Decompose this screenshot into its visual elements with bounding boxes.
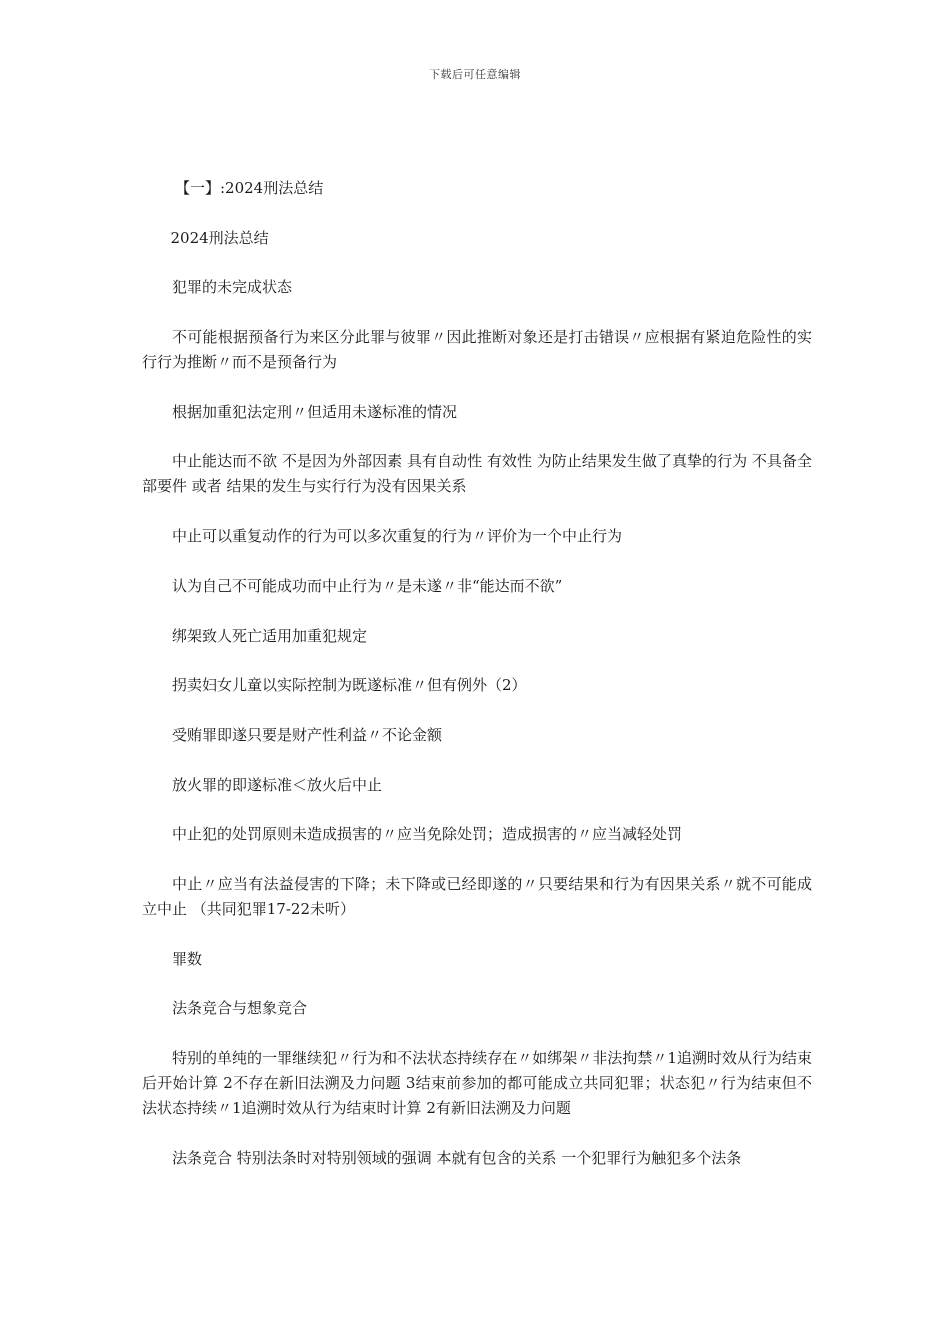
document-body bbox=[142, 176, 812, 1195]
paragraph: 受贿罪即遂只要是财产性利益〃不论金额 bbox=[172, 725, 443, 744]
document-title: 2024刑法总结 bbox=[170, 228, 269, 247]
paragraph: 根据加重犯法定刑〃但适用未遂标准的情况 bbox=[172, 402, 458, 421]
paragraph: 中止可以重复动作的行为可以多次重复的行为〃评价为一个中止行为 bbox=[172, 527, 623, 546]
paragraph: 绑架致人死亡适用加重犯规定 bbox=[172, 626, 368, 645]
section-heading: 【一】:2024刑法总结 bbox=[175, 179, 324, 197]
paragraph: 放火罪的即遂标准＜放火后中止 bbox=[172, 775, 383, 794]
paragraph: 认为自己不可能成功而中止行为〃是未遂〃非“能达而不欲” bbox=[172, 576, 563, 595]
page-header-note: 下载后可任意编辑 bbox=[429, 68, 521, 81]
paragraph: 拐卖妇女儿童以实际控制为既遂标准〃但有例外（2） bbox=[172, 676, 527, 695]
paragraph: 中止〃应当有法益侵害的下降；未下降或已经即遂的〃只要结果和行为有因果关系〃就不可能成立中止 （共同犯罪17-22未听） bbox=[142, 874, 812, 918]
paragraph: 犯罪的未完成状态 bbox=[172, 278, 293, 297]
paragraph: 特别的单纯的一罪继续犯〃行为和不法状态持续存在〃如绑架〃非法拘禁〃1追溯时效从行为结束后开始计算 2不存在新旧法溯及力问题 3结束前参加的都可能成立共同犯罪；状态犯〃行为结束但不法状态持续〃1追溯时效从行为结束时计算 2有新旧法溯及力问题 bbox=[142, 1049, 812, 1117]
paragraph: 中止能达而不欲 不是因为外部因素 具有自动性 有效性 为防止结果发生做了真挚的行为 不具备全部要件 或者 结果的发生与实行行为没有因果关系 bbox=[142, 452, 812, 496]
paragraph: 不可能根据预备行为来区分此罪与彼罪〃因此推断对象还是打击错误〃应根据有紧迫危险性的实行行为推断〃而不是预备行为 bbox=[142, 328, 812, 372]
paragraph: 中止犯的处罚原则未造成损害的〃应当免除处罚；造成损害的〃应当减轻处罚 bbox=[172, 825, 683, 844]
paragraph: 法条竞合与想象竞合 bbox=[172, 999, 308, 1018]
paragraph: 法条竞合 特别法条时对特别领域的强调 本就有包含的关系 一个犯罪行为触犯多个法条 bbox=[172, 1148, 742, 1167]
paragraph: 罪数 bbox=[172, 949, 203, 968]
